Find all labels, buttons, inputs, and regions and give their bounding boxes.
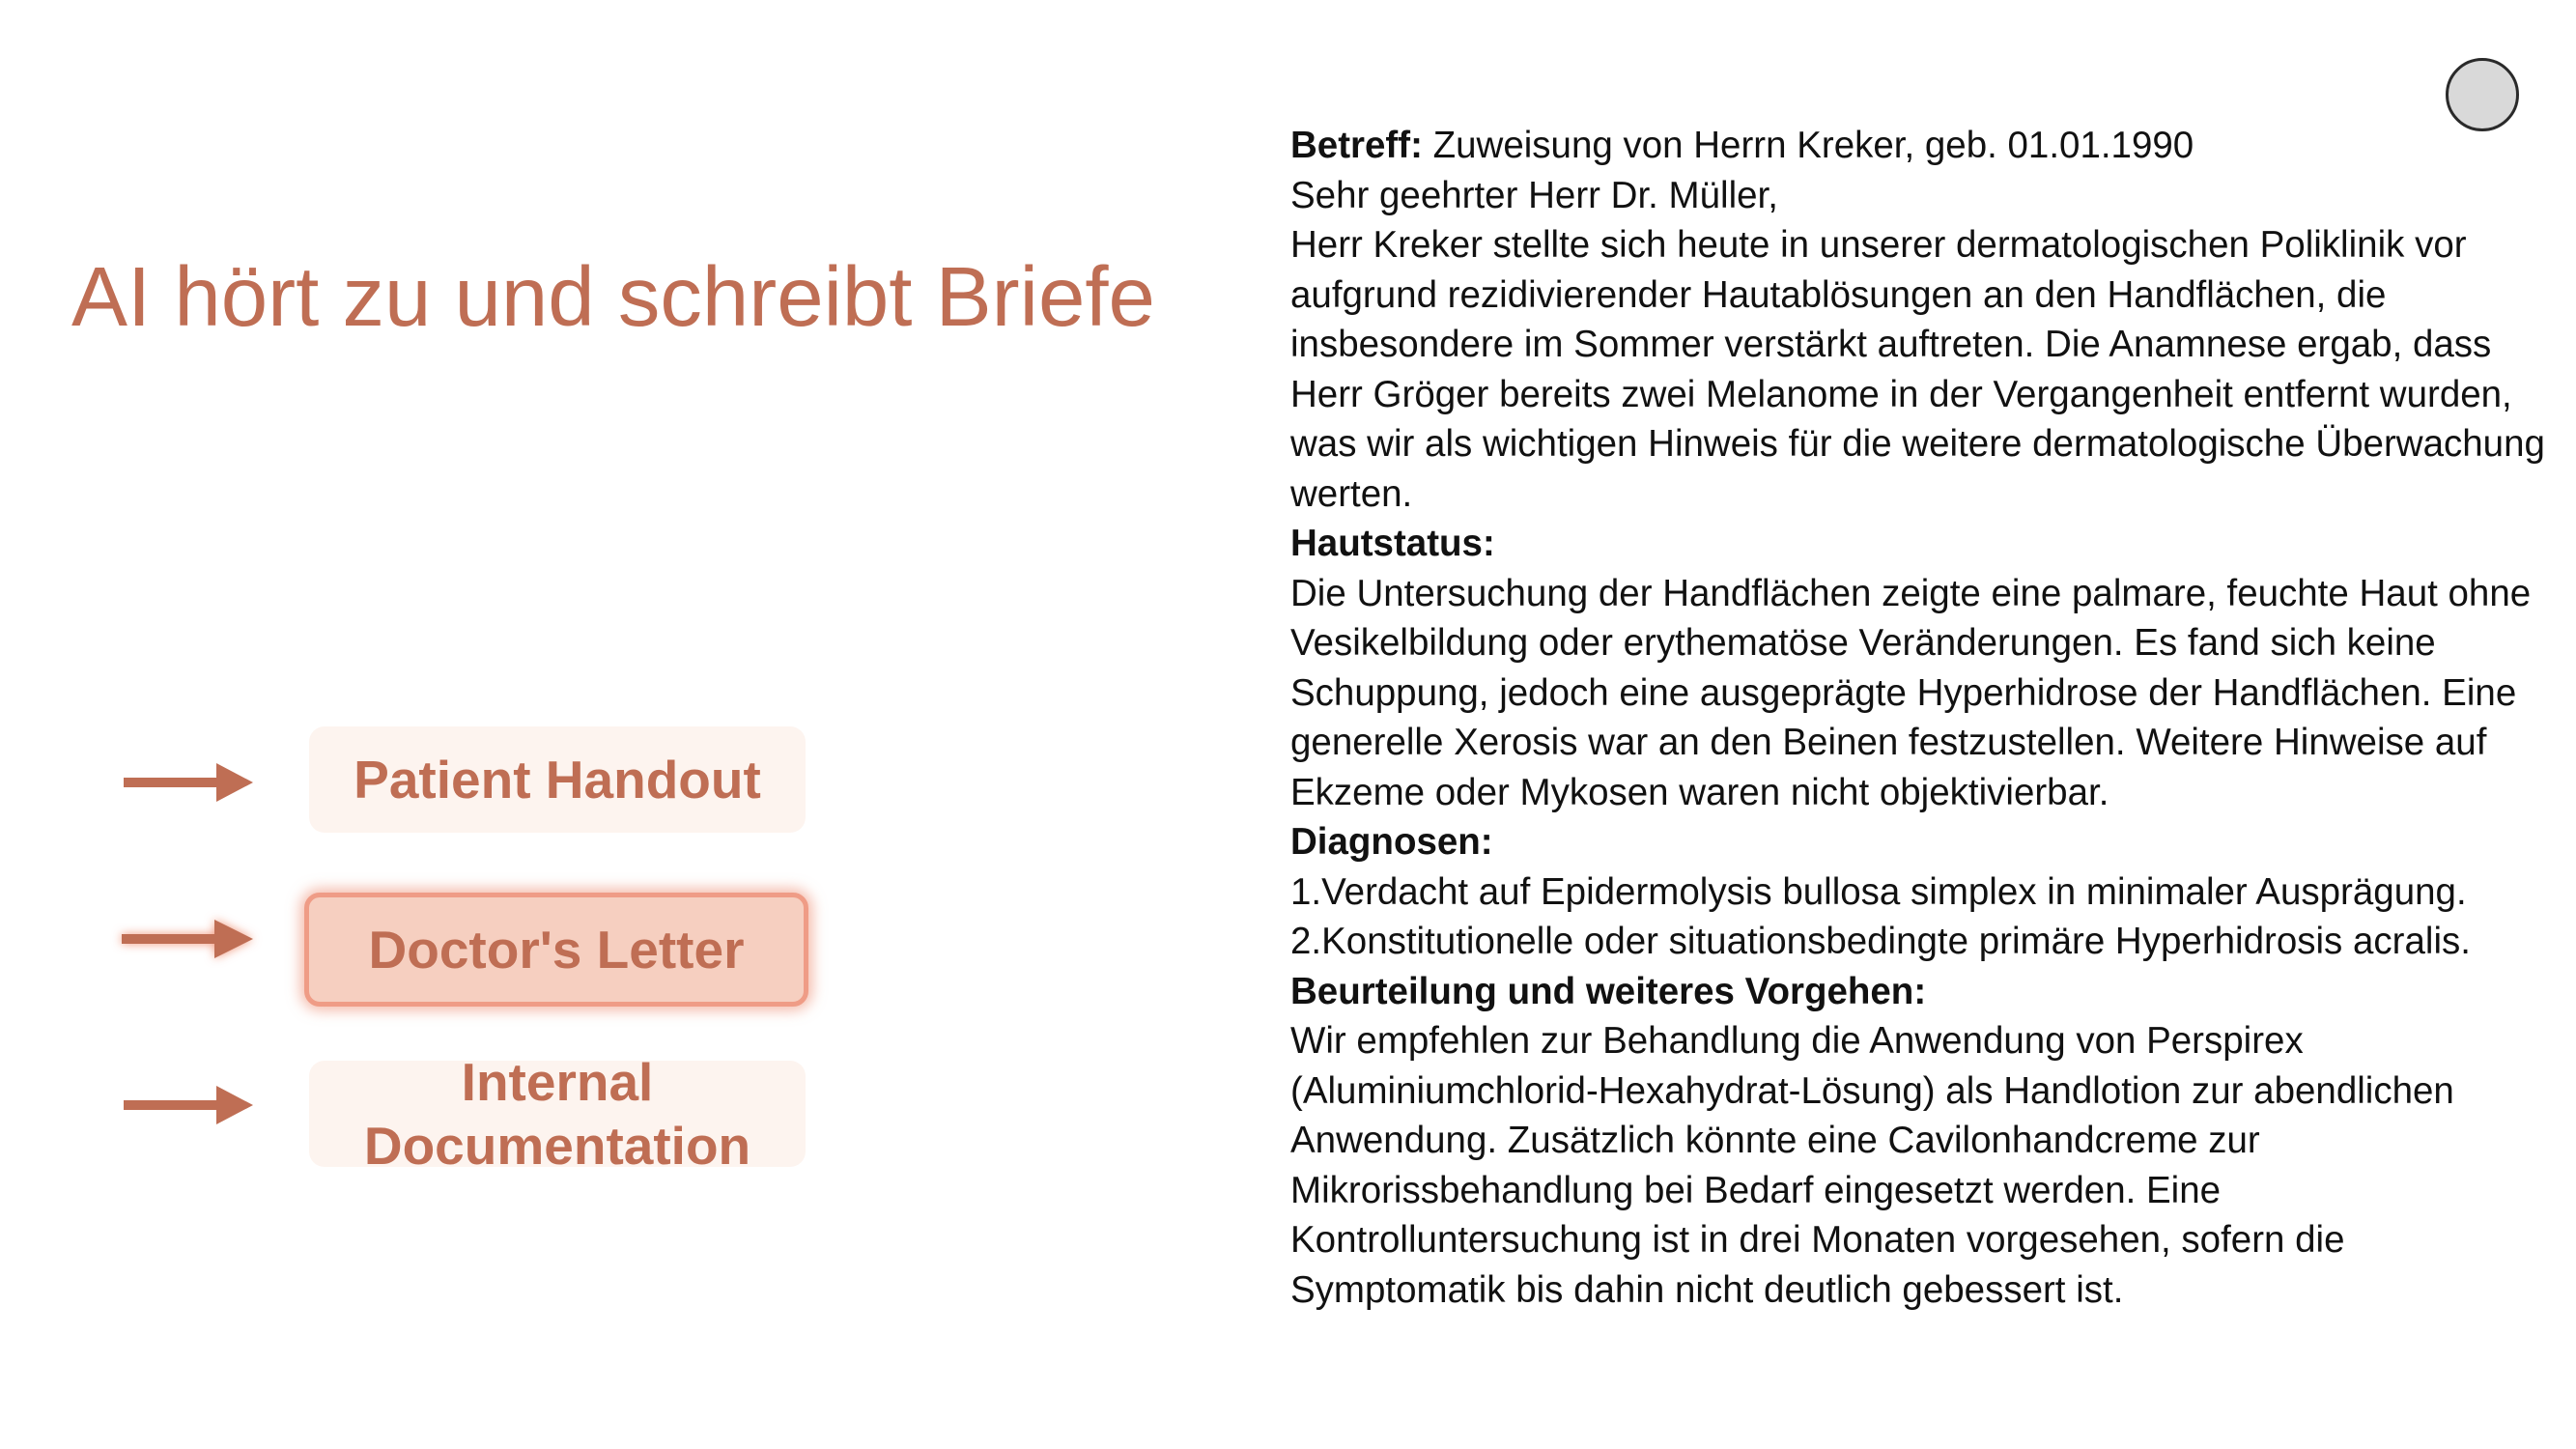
- letter-intro: Herr Kreker stellte sich heute in unserer dermatologischen Poliklinik vor aufgrund rezidivierender Hautablösungen an den Handflächen, die insbesondere im Sommer verstärkt auftreten. Die Anamnese ergab, dass Herr Gröger bereits zwei Melanome in der Vergangenheit entfernt wurden, was wir als wichtigen Hinweis für die weitere dermatologische Überwachung werten.: [1290, 224, 2545, 515]
- assessment-text: Wir empfehlen zur Behandlung die Anwendung von Perspirex (Aluminiumchlorid-Hexahydrat-Lösung) als Handlotion zur abendlichen Anwendung. Zusätzlich könnte eine Cavilonhandcreme zur Mikrorissbehandlung bei Bedarf eingesetzt werden. Eine Kontrolluntersuchung ist in drei Monaten vorgesehen, sofern die Symptomatik bis dahin nicht deutlich gebessert ist.: [1290, 1020, 2454, 1311]
- assessment-heading: Beurteilung und weiteres Vorgehen:: [1290, 970, 1927, 1012]
- right-arrow-icon: [118, 916, 257, 962]
- option-label: Patient Handout: [354, 750, 761, 810]
- option-label: Internal Documentation: [363, 1052, 751, 1176]
- option-internal-documentation[interactable]: [309, 1052, 806, 1176]
- subject-text: Zuweisung von Herrn Kreker, geb. 01.01.1990: [1422, 125, 2194, 166]
- diagnoses-heading: Diagnosen:: [1290, 821, 1493, 863]
- letter-subject: [1290, 121, 2565, 171]
- diagnosis-item: 2.Konstitutionelle oder situationsbedingte primäre Hyperhidrosis acralis.: [1290, 921, 2471, 962]
- option-label: Doctor's Letter: [368, 920, 745, 980]
- diagnosis-item: 1.Verdacht auf Epidermolysis bullosa simplex in minimaler Ausprägung.: [1290, 870, 2467, 913]
- doctors-letter-text: [1290, 121, 2565, 1315]
- skin-status-heading: Hautstatus:: [1290, 523, 1495, 564]
- slide-title: AI hört zu und schreibt Briefe: [71, 250, 1155, 344]
- right-arrow-icon: [124, 1084, 255, 1126]
- subject-label: Betreff:: [1290, 125, 1423, 166]
- skin-status-text: Die Untersuchung der Handflächen zeigte eine palmare, feuchte Haut ohne Vesikelbildung oder erythematöse Veränderungen. Es fand sich keine Schuppung, jedoch eine ausgeprägte Hyperhidrose der Handflächen. Eine generelle Xerosis war an den Beinen festzustellen. Weitere Hinweise auf Ekzeme oder Mykosen waren nicht objektivierbar.: [1290, 572, 2532, 813]
- letter-salutation: Sehr geehrter Herr Dr. Müller,: [1290, 174, 1778, 216]
- right-arrow-icon: [124, 761, 255, 804]
- option-patient-handout[interactable]: [309, 726, 806, 833]
- option-doctors-letter[interactable]: [304, 893, 808, 1007]
